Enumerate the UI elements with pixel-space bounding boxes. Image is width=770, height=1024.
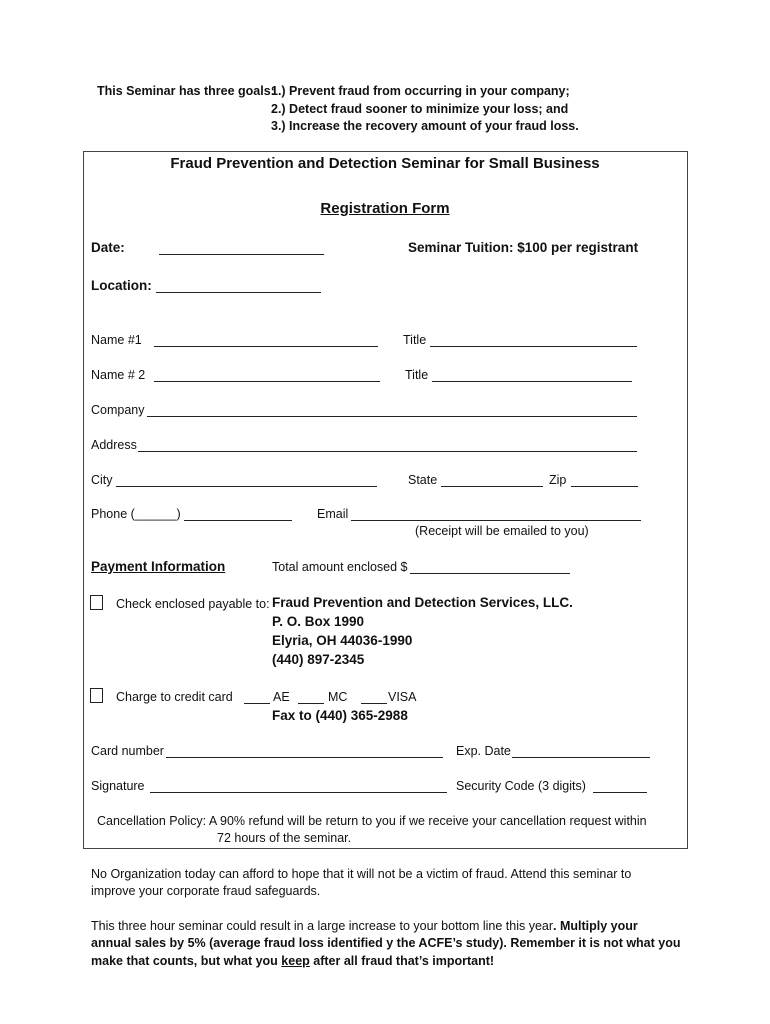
goal-item: 3.) Increase the recovery amount of your fraud loss. [271,119,579,133]
name1-field[interactable] [154,346,378,347]
receipt-note: (Receipt will be emailed to you) [415,524,589,538]
name2-label: Name # 2 [91,368,146,382]
footer-p2-line1 [91,919,638,933]
footer-p1-line1: No Organization today can afford to hope that it will not be a victim of fraud. Attend this seminar to [91,867,632,881]
credit-card-checkbox[interactable] [90,688,103,703]
email-label: Email [317,507,349,521]
address-label: Address [91,438,137,452]
title1-label: Title [403,333,427,347]
email-field[interactable] [351,520,641,521]
location-label: Location: [91,278,152,293]
card-number-label: Card number [91,744,164,758]
footer-keep-word: keep [281,954,310,968]
goal-item: 1.) Prevent fraud from occurring in your company; [271,84,570,98]
title2-label: Title [405,368,429,382]
security-label: Security Code (3 digits) [456,779,586,793]
company-field[interactable] [147,416,637,417]
registration-form-box [83,151,688,849]
credit-label: Charge to credit card [116,690,233,704]
name2-field[interactable] [154,381,380,382]
payee-city-state: Elyria, OH 44036-1990 [272,633,413,648]
cancellation-line1: Cancellation Policy: A 90% refund will be return to you if we receive your cancellation request within [97,814,647,828]
company-label: Company [91,403,145,417]
total-label: Total amount enclosed $ [272,560,408,574]
ae-field[interactable] [244,703,270,704]
visa-label: VISA [388,690,417,704]
date-label: Date: [91,240,125,255]
payee-po-box: P. O. Box 1990 [272,614,365,629]
state-field[interactable] [441,486,543,487]
footer-p2-line2: annual sales by 5% (average fraud loss identified y the ACFE’s study). Remember it is not what you [91,936,681,950]
signature-label: Signature [91,779,145,793]
card-number-field[interactable] [166,757,443,758]
tuition-text: Seminar Tuition: $100 per registrant [408,240,639,255]
payee-phone: (440) 897-2345 [272,652,365,667]
security-field[interactable] [593,792,647,793]
zip-field[interactable] [571,486,638,487]
check-enclosed-checkbox[interactable] [90,595,103,610]
footer-p1-line2: improve your corporate fraud safeguards. [91,884,321,898]
phone-label: Phone (______) [91,507,181,521]
exp-label: Exp. Date [456,744,511,758]
signature-field[interactable] [150,792,447,793]
zip-label: Zip [549,473,567,487]
title2-field[interactable] [432,381,632,382]
form-title: Fraud Prevention and Detection Seminar for Small Business [170,155,600,172]
footer-p2-line1-plain: This three hour seminar could result in a large increase to your bottom line this year [91,919,554,933]
date-field[interactable] [159,254,324,255]
name1-label: Name #1 [91,333,142,347]
footer-p2-line3-a: make that counts, but what you [91,954,282,968]
visa-field[interactable] [361,703,387,704]
payee-name: Fraud Prevention and Detection Services, LLC. [272,595,573,610]
payment-heading: Payment Information [91,559,226,574]
form-subtitle: Registration Form [320,200,450,217]
goal-item: 2.) Detect fraud sooner to minimize your loss; and [271,102,569,116]
phone-field[interactable] [184,520,292,521]
title1-field[interactable] [430,346,637,347]
exp-field[interactable] [512,757,650,758]
total-amount-field[interactable] [410,573,570,574]
address-field[interactable] [138,451,637,452]
city-label: City [91,473,113,487]
footer-p2-line3 [91,954,494,968]
fax-text: Fax to (440) 365-2988 [272,708,408,723]
cancellation-line2: 72 hours of the seminar. [217,831,352,845]
mc-label: MC [328,690,348,704]
footer-p2-line3-b: after all fraud that’s important! [309,954,495,968]
city-field[interactable] [116,486,377,487]
footer-p2-line1-bold: . Multiply your [553,919,638,933]
check-label: Check enclosed payable to: [116,597,270,611]
mc-field[interactable] [298,703,324,704]
ae-label: AE [273,690,290,704]
state-label: State [408,473,438,487]
goals-intro: This Seminar has three goals: [97,84,275,98]
location-field[interactable] [156,292,321,293]
